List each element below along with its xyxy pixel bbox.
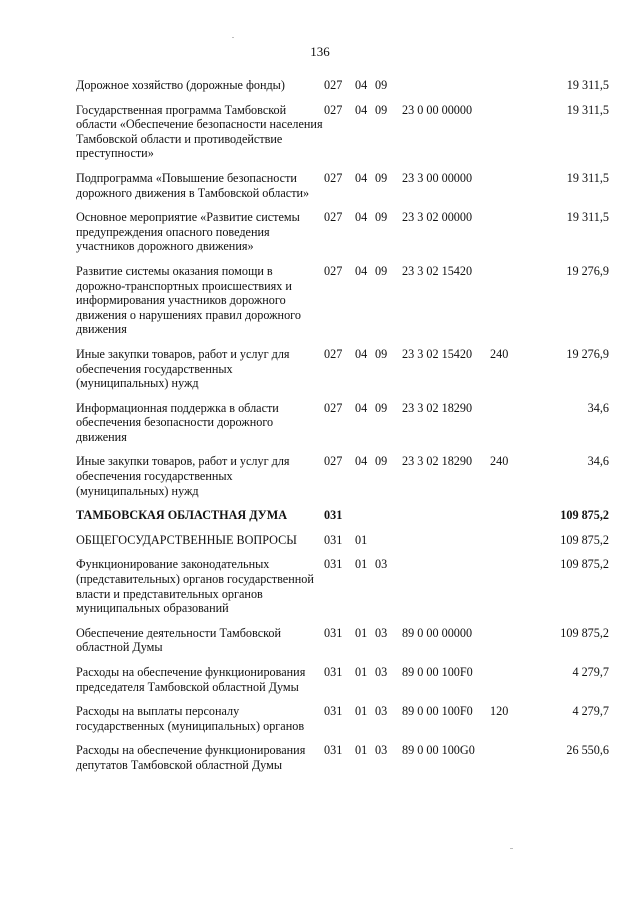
row-subsection-code: 09 [375, 78, 388, 92]
row-section-code: 01 [355, 665, 368, 679]
row-expense-type [490, 743, 530, 782]
row-target-article [402, 78, 490, 103]
row-amount: 19 276,9 [566, 263, 609, 278]
row-target-article: 23 3 02 15420 [402, 263, 473, 278]
row-amount: 34,6 [587, 400, 609, 415]
row-target-article: 23 3 02 15420 [402, 346, 473, 361]
row-target-article: 89 0 00 100G0 [402, 743, 475, 758]
row-expense-type [490, 557, 530, 625]
row-dept-code: 027 [324, 78, 343, 92]
row-dept-code: 027 [324, 210, 343, 225]
row-amount: 109 875,2 [560, 625, 609, 640]
row-name: Дорожное хозяйство (дорожные фонды) [76, 78, 285, 92]
row-expense-type [490, 626, 530, 665]
row-target-article [402, 557, 490, 625]
row-subsection-code: 03 [375, 557, 388, 572]
row-subsection-code: 09 [375, 346, 388, 361]
row-subsection-code: 09 [375, 170, 388, 185]
row-expense-type [490, 210, 530, 264]
table-row [76, 557, 609, 625]
row-target-article: 23 3 02 18290 [402, 454, 473, 469]
row-amount: 109 875,2 [560, 557, 609, 572]
row-amount: 19 311,5 [566, 170, 609, 185]
row-section-code: 04 [355, 210, 368, 225]
row-amount: 26 550,6 [566, 743, 609, 758]
scan-mark-bottom [510, 848, 513, 849]
row-expense-type [490, 78, 530, 103]
row-section-code: 04 [355, 263, 368, 278]
row-name: Расходы на выплаты персоналу государственных (муниципальных) органов [76, 704, 305, 733]
row-name: Расходы на обеспечение функционирования председателя Тамбовской областной Думы [76, 665, 306, 694]
row-expense-type: 240 [490, 454, 509, 469]
row-name: Развитие системы оказания помощи в дорожно-транспортных происшествиях и информирования участников дорожного движения о нарушениях правил дорожного движения [76, 263, 301, 337]
table-row [76, 704, 609, 743]
row-subsection-code [375, 533, 402, 558]
table-row [76, 626, 609, 665]
row-subsection-code: 09 [375, 210, 388, 225]
row-expense-type [490, 103, 530, 171]
table-row [76, 454, 609, 508]
row-dept-code: 031 [324, 625, 343, 640]
row-name: Информационная поддержка в области обеспечения безопасности дорожного движения [76, 400, 279, 444]
row-expense-type: 240 [490, 346, 509, 361]
row-subsection-code: 03 [375, 743, 388, 758]
row-section-code: 01 [355, 532, 368, 547]
row-amount: 19 276,9 [566, 346, 609, 361]
scan-mark-top [232, 37, 234, 38]
table-row [76, 508, 609, 533]
row-dept-code: 027 [324, 454, 343, 469]
row-dept-code: 031 [324, 557, 343, 572]
row-dept-code: 031 [324, 532, 343, 547]
row-dept-code: 031 [324, 665, 343, 679]
row-expense-type [490, 533, 530, 558]
row-subsection-code: 09 [375, 102, 388, 117]
row-dept-code: 027 [324, 170, 343, 185]
row-amount: 4 279,7 [572, 665, 609, 679]
row-name: Иные закупки товаров, работ и услуг для обеспечения государственных (муниципальных) нужд [76, 346, 290, 391]
row-expense-type [490, 508, 530, 533]
row-subsection-code: 09 [375, 263, 388, 278]
row-subsection-code: 03 [375, 704, 388, 719]
row-section-code: 01 [355, 704, 368, 719]
table-row [76, 401, 609, 455]
table-row [76, 533, 609, 558]
row-amount: 19 311,5 [566, 210, 609, 225]
row-name: Расходы на обеспечение функционирования депутатов Тамбовской областной Думы [76, 743, 306, 772]
table-row [76, 665, 609, 704]
row-amount: 19 311,5 [566, 102, 609, 117]
row-expense-type [490, 264, 530, 347]
row-expense-type [490, 401, 530, 455]
row-target-article: 23 0 00 00000 [402, 102, 473, 117]
row-target-article: 89 0 00 100F0 [402, 704, 473, 719]
table-row [76, 78, 609, 103]
row-dept-code: 027 [324, 346, 343, 361]
row-subsection-code: 03 [375, 665, 388, 679]
row-subsection-code: 03 [375, 625, 388, 640]
row-subsection-code: 09 [375, 454, 388, 469]
row-amount: 19 311,5 [566, 78, 609, 92]
row-dept-code: 027 [324, 400, 343, 415]
row-target-article [402, 533, 490, 558]
row-section-code: 04 [355, 454, 368, 469]
row-amount: 109 875,2 [560, 508, 609, 523]
row-name: Основное мероприятие «Развитие системы предупреждения опасного поведения участников дорожного движения» [76, 210, 300, 254]
row-expense-type [490, 665, 530, 704]
row-dept-code: 031 [324, 743, 343, 758]
budget-table [76, 78, 609, 783]
row-subsection-code: 09 [375, 400, 388, 415]
row-expense-type [490, 171, 530, 210]
row-dept-code: 031 [324, 704, 343, 719]
row-target-article: 23 3 02 18290 [402, 400, 473, 415]
row-subsection-code [375, 508, 402, 533]
row-dept-code: 027 [324, 263, 343, 278]
row-name: Государственная программа Тамбовской области «Обеспечение безопасности населения Тамбовской области и противодействие преступности» [76, 102, 323, 161]
row-section-code: 04 [355, 102, 368, 117]
row-target-article [402, 508, 490, 533]
table-row [76, 347, 609, 401]
page-number: 136 [310, 44, 330, 59]
row-target-article: 89 0 00 00000 [402, 625, 473, 640]
row-section-code: 04 [355, 400, 368, 415]
row-section-code: 04 [355, 78, 368, 92]
row-dept-code: 031 [324, 508, 343, 523]
row-expense-type: 120 [490, 704, 509, 719]
row-amount: 109 875,2 [560, 532, 609, 547]
row-name: ТАМБОВСКАЯ ОБЛАСТНАЯ ДУМА [76, 508, 288, 523]
table-row [76, 103, 609, 171]
row-section-code: 04 [355, 346, 368, 361]
row-target-article: 23 3 00 00000 [402, 170, 473, 185]
row-dept-code: 027 [324, 102, 343, 117]
row-section-code: 01 [355, 625, 368, 640]
row-section-code [355, 508, 375, 533]
row-section-code: 01 [355, 743, 368, 758]
row-target-article: 89 0 00 100F0 [402, 665, 473, 679]
table-row [76, 171, 609, 210]
row-section-code: 04 [355, 170, 368, 185]
row-amount: 34,6 [587, 454, 609, 469]
row-section-code: 01 [355, 557, 368, 572]
row-name: Подпрограмма «Повышение безопасности дорожного движения в Тамбовской области» [76, 170, 310, 200]
row-name: ОБЩЕГОСУДАРСТВЕННЫЕ ВОПРОСЫ [76, 532, 297, 547]
row-name: Иные закупки товаров, работ и услуг для обеспечения государственных (муниципальных) нужд [76, 454, 290, 498]
table-row [76, 743, 609, 782]
row-name: Функционирование законодательных (представительных) органов государственной власти и представительных органов муниципальных образований [76, 557, 314, 616]
row-name: Обеспечение деятельности Тамбовской областной Думы [76, 625, 282, 655]
table-row [76, 264, 609, 347]
row-target-article: 23 3 02 00000 [402, 210, 473, 225]
row-amount: 4 279,7 [572, 704, 609, 719]
table-row [76, 210, 609, 264]
